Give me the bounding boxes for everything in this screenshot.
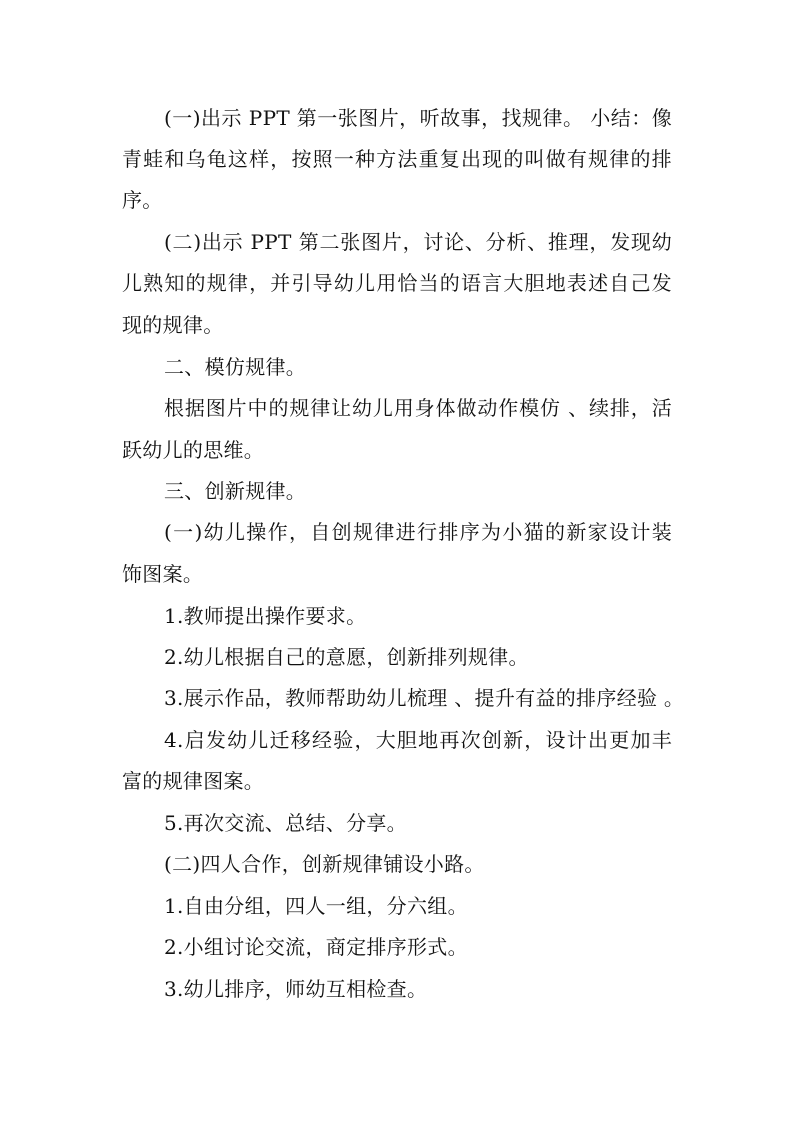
subsection-heading-cooperate: (二)四人合作，创新规律铺设小路。	[164, 852, 485, 876]
paragraph-2-line-2: 儿熟知的规律，并引导幼儿用恰当的语言大胆地表述自己发	[122, 271, 672, 295]
paragraph-2-line-1: (二)出示 PPT 第二张图片，讨论、分析、推理，发现幼	[164, 230, 672, 254]
paragraph-1-line-2: 青蛙和乌龟这样，按照一种方法重复出现的叫做有规律的排	[122, 147, 672, 171]
paragraph-imitate-line-2: 跃幼儿的思维。	[122, 438, 265, 462]
list-item-2: 2.幼儿根据自己的意愿，创新排列规律。	[164, 645, 529, 669]
paragraph-operate-line-1: (一)幼儿操作，自创规律进行排序为小猫的新家设计装	[164, 520, 672, 544]
list-item-4-line-2: 富的规律图案。	[122, 769, 265, 793]
list-item-group-2: 2.小组讨论交流，商定排序形式。	[164, 935, 468, 959]
list-item-5: 5.再次交流、总结、分享。	[164, 811, 407, 835]
paragraph-operate-line-2: 饰图案。	[122, 562, 204, 586]
paragraph-1-line-3: 序。	[122, 188, 163, 212]
list-item-group-1: 1.自由分组，四人一组，分六组。	[164, 894, 468, 918]
paragraph-1-line-1: (一)出示 PPT 第一张图片，听故事，找规律。 小结：像	[164, 106, 672, 130]
paragraph-2-line-3: 现的规律。	[122, 313, 224, 337]
list-item-3: 3.展示作品，教师帮助幼儿梳理 、提升有益的排序经验 。	[164, 686, 685, 710]
section-heading-innovate: 三、创新规律。	[164, 479, 307, 503]
paragraph-imitate-line-1: 根据图片中的规律让幼儿用身体做动作模仿 、续排，活	[164, 396, 672, 420]
section-heading-imitate: 二、模仿规律。	[164, 355, 307, 379]
list-item-group-3: 3.幼儿排序，师幼互相检查。	[164, 977, 428, 1001]
list-item-4-line-1: 4.启发幼儿迁移经验，大胆地再次创新，设计出更加丰	[164, 728, 672, 752]
list-item-1: 1.教师提出操作要求。	[164, 604, 367, 628]
